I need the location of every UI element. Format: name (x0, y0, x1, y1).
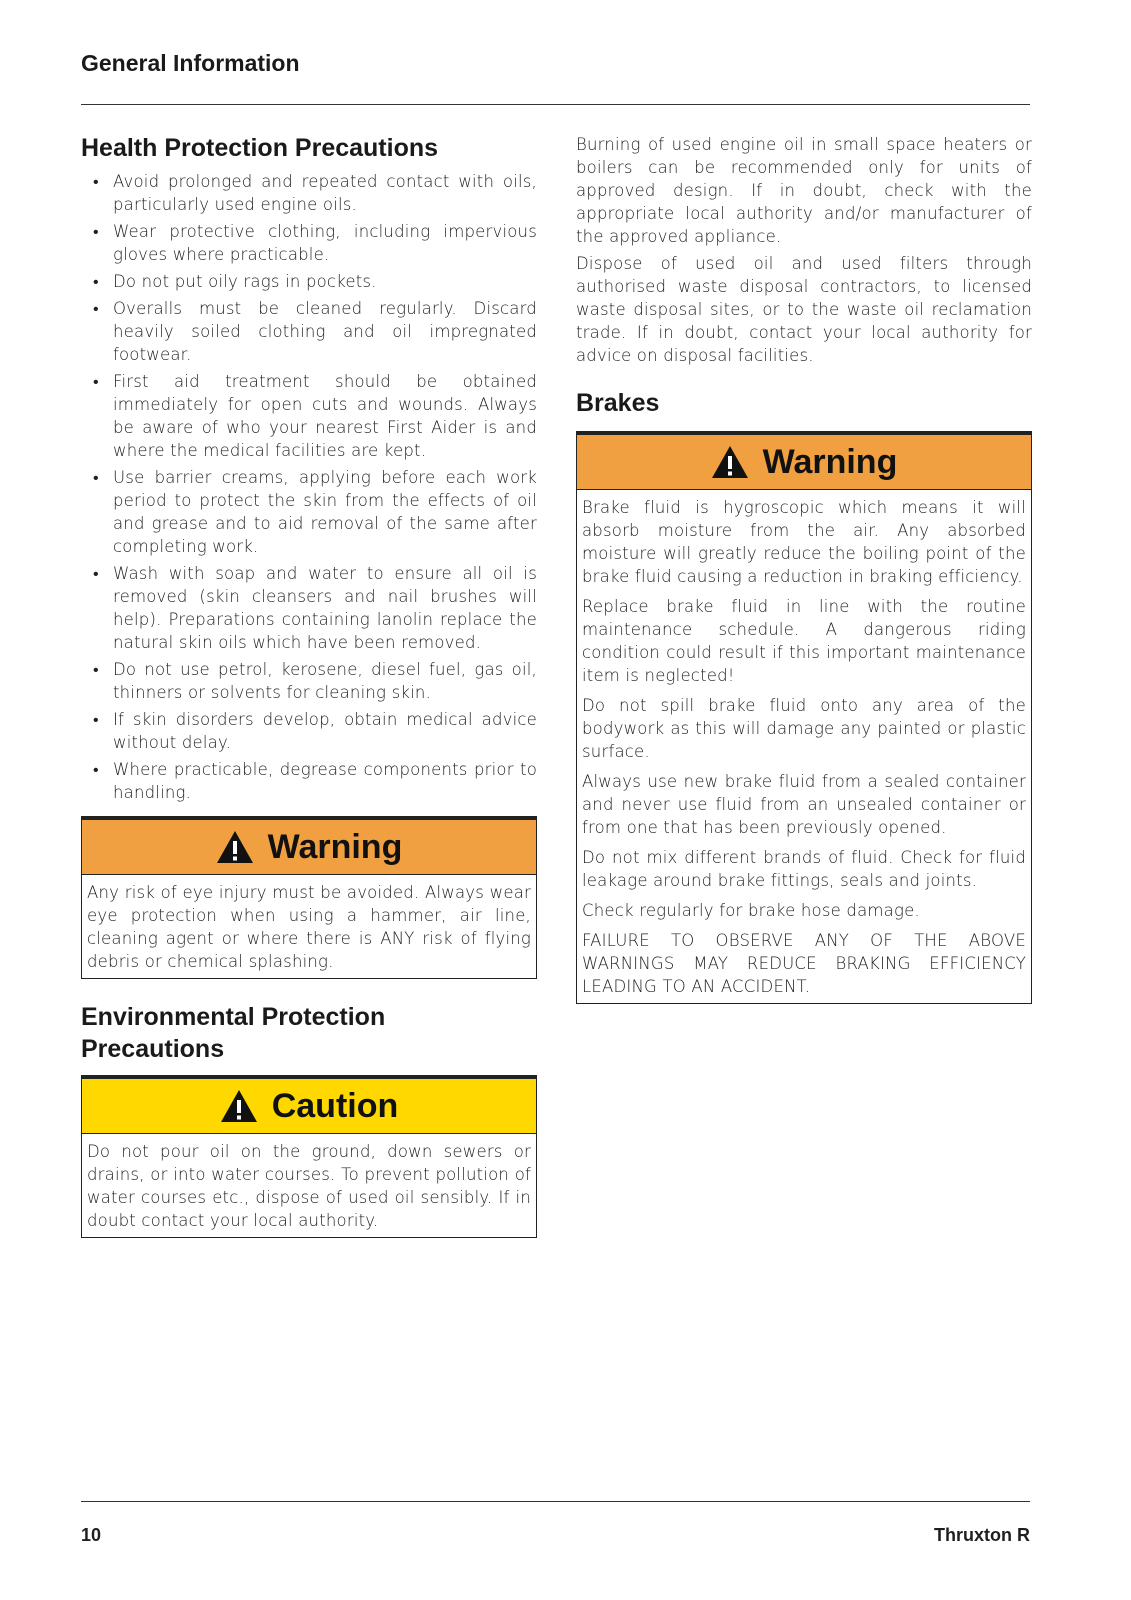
warning-text: Any risk of eye injury must be avoided. Always wear eye protection when using a hammer, air line, cleaning agent or where there is ANY risk of flying debris or chemical splashing. (87, 883, 531, 971)
warning-body (82, 875, 536, 978)
caution-body (82, 1134, 536, 1237)
list-item: • Do not use petrol, kerosene, diesel fuel, gas oil, thinners or solvents for cleaning skin. (81, 658, 537, 704)
header-divider (81, 104, 1030, 105)
caution-title: Caution (271, 1086, 399, 1125)
environment-heading (81, 1001, 537, 1065)
list-item: • Where practicable, degrease components prior to handling. (81, 758, 537, 804)
warning-body (577, 490, 1031, 1003)
environment-paragraph: Dispose of used oil and used filters through authorised waste disposal contractors, to licensed waste disposal sites, or to the waste oil reclamation trade. If in doubt, contact your local authority for advice on disposal facilities. (576, 254, 1032, 365)
list-item: • Overalls must be cleaned regularly. Discard heavily soiled clothing and oil impregnated footwear. (81, 297, 537, 366)
warning-title: Warning (762, 442, 898, 481)
warning-bar (82, 817, 536, 875)
caution-bar (82, 1076, 536, 1134)
warning-triangle-icon (216, 830, 254, 864)
health-heading: Health Protection Precautions (81, 134, 439, 162)
brakes-heading: Brakes (576, 389, 660, 417)
eye-warning-box (81, 816, 537, 979)
model-name: Thruxton R (934, 1525, 1030, 1545)
warning-triangle-icon (711, 445, 749, 479)
warning-paragraph: Brake fluid is hygroscopic which means it will absorb moisture from the air. Any absorbed moisture will greatly reduce the boiling point of the brake fluid causing a reduction in braking efficiency. (582, 498, 1026, 586)
page-header-title: General Information (81, 50, 300, 76)
list-item: • Wash with soap and water to ensure all oil is removed (skin cleansers and nail brushes will help). Preparations containing lanolin replace the natural skin oils which have been removed. (81, 562, 537, 654)
warning-triangle-icon (220, 1089, 258, 1123)
warning-paragraph: Always use new brake fluid from a sealed container and never use fluid from an unsealed container or from one that has been previously opened. (582, 772, 1026, 837)
environment-paragraph: Burning of used engine oil in small space heaters or boilers can be recommended only for units of approved design. If in doubt, check with the appropriate local authority and/or manufacturer of the approved appliance. (576, 135, 1032, 246)
caution-text: Do not pour oil on the ground, down sewers or drains, or into water courses. To prevent pollution of water courses etc., dispose of used oil sensibly. If in doubt contact your local authority. (87, 1142, 531, 1230)
left-column (81, 132, 537, 1238)
warning-paragraph: Do not spill brake fluid onto any area of the bodywork as this will damage any painted or plastic surface. (582, 696, 1026, 761)
list-item: • Wear protective clothing, including impervious gloves where practicable. (81, 220, 537, 266)
list-item: • Use barrier creams, applying before each work period to protect the skin from the effects of oil and grease and to aid removal of the same after completing work. (81, 466, 537, 558)
warning-bar (577, 432, 1031, 490)
list-item: • Avoid prolonged and repeated contact with oils, particularly used engine oils. (81, 170, 537, 216)
page-number: 10 (81, 1525, 102, 1545)
caution-box (81, 1075, 537, 1238)
list-item: • Do not put oily rags in pockets. (81, 270, 537, 293)
warning-paragraph: Do not mix different brands of fluid. Check for fluid leakage around brake fittings, seals and joints. (582, 848, 1026, 890)
footer-divider (81, 1501, 1030, 1502)
brakes-warning-box (576, 431, 1032, 1004)
list-item: • First aid treatment should be obtained immediately for open cuts and wounds. Always be aware of who your nearest First Aider is and where the medical facilities are kept. (81, 370, 537, 462)
warning-paragraph: FAILURE TO OBSERVE ANY OF THE ABOVE WARNINGS MAY REDUCE BRAKING EFFICIENCY LEADING TO AN ACCIDENT. (582, 931, 1026, 996)
warning-paragraph: Check regularly for brake hose damage. (582, 901, 920, 920)
warning-paragraph: Replace brake fluid in line with the routine maintenance schedule. A dangerous riding condition could result if this important maintenance item is neglected! (582, 597, 1026, 685)
right-column (576, 133, 1032, 1004)
list-item: • If skin disorders develop, obtain medical advice without delay. (81, 708, 537, 754)
environment-heading-line1: Environmental Protection (81, 1003, 386, 1031)
environment-heading-line2: Precautions (81, 1035, 225, 1063)
warning-title: Warning (267, 827, 403, 866)
health-list (81, 170, 537, 804)
